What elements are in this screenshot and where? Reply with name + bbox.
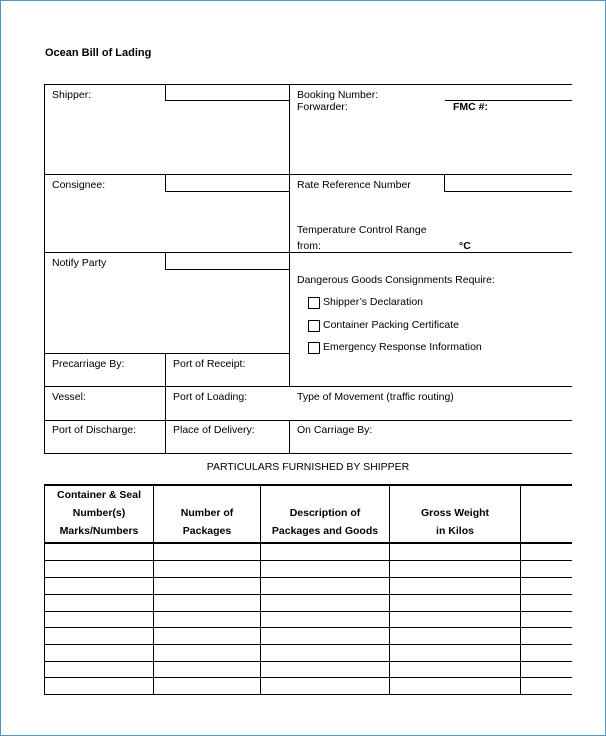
header-packages-line-2: Packages <box>182 525 232 537</box>
shippers-declaration-label: Shipper’s Declaration <box>323 296 424 308</box>
table-row <box>44 594 572 595</box>
header-weight-line-1: Gross Weight <box>420 507 490 519</box>
fmc-label: FMC #: <box>453 101 488 113</box>
form-left-border <box>44 84 45 454</box>
transport-col-divider <box>165 353 166 453</box>
table-header-gross-weight <box>390 504 520 540</box>
header-container-line-3: Marks/Numbers <box>59 525 139 537</box>
header-weight-line-2: in Kilos <box>436 525 474 537</box>
document-title: Ocean Bill of Lading <box>45 47 152 59</box>
place-of-delivery-label: Place of Delivery: <box>173 424 255 436</box>
row-divider-particulars <box>44 453 572 454</box>
container-packing-certificate-checkbox[interactable] <box>308 320 320 332</box>
row-divider-notify <box>44 252 572 253</box>
row-divider-vessel <box>44 386 572 387</box>
consignee-field-underline <box>165 191 289 192</box>
table-row <box>44 661 572 662</box>
table-bottom-border <box>44 694 572 695</box>
header-container-line-1: Container & Seal <box>56 489 142 501</box>
forwarder-label: Forwarder: <box>297 101 348 113</box>
table-row <box>44 677 572 678</box>
table-header-description <box>261 504 389 540</box>
table-header-border <box>44 542 572 544</box>
row-divider-precarriage <box>44 353 290 354</box>
dangerous-goods-label: Dangerous Goods Consignments Require: <box>297 274 495 286</box>
shippers-declaration-checkbox[interactable] <box>308 297 320 309</box>
header-description-line-1: Description of <box>289 507 361 519</box>
consignee-label: Consignee: <box>52 179 106 191</box>
header-description-line-2: Packages and Goods <box>271 525 379 537</box>
emergency-response-label: Emergency Response Information <box>323 341 482 353</box>
port-of-discharge-label: Port of Discharge: <box>52 424 137 436</box>
temperature-control-label: Temperature Control Range <box>297 224 427 236</box>
emergency-response-checkbox[interactable] <box>308 342 320 354</box>
table-row <box>44 577 572 578</box>
shipper-label: Shipper: <box>52 89 92 101</box>
table-col-divider-4 <box>520 484 521 694</box>
temperature-from-label: from: <box>297 240 321 252</box>
port-of-receipt-label: Port of Receipt: <box>173 358 246 370</box>
booking-number-label: Booking Number: <box>297 89 379 101</box>
rate-ref-field-divider <box>444 174 445 192</box>
form-top-border <box>44 84 572 85</box>
container-packing-certificate-label: Container Packing Certificate <box>323 319 459 331</box>
table-header-packages <box>154 504 260 540</box>
table-header-container <box>45 486 153 540</box>
discharge-col-divider <box>289 420 290 454</box>
form-center-divider <box>289 84 290 387</box>
vessel-label: Vessel: <box>52 391 86 403</box>
shipper-field-underline <box>165 100 289 101</box>
rate-reference-label: Rate Reference Number <box>297 179 411 191</box>
table-row <box>44 627 572 628</box>
table-row <box>44 644 572 645</box>
notify-field-divider <box>165 252 166 270</box>
shipper-field-divider <box>165 84 166 101</box>
on-carriage-by-label: On Carriage By: <box>297 424 373 436</box>
particulars-heading: PARTICULARS FURNISHED BY SHIPPER <box>206 461 410 473</box>
temperature-unit: °C <box>459 240 471 252</box>
notify-field-underline <box>165 269 289 270</box>
precarriage-label: Precarriage By: <box>52 358 125 370</box>
row-divider-consignee <box>44 174 572 175</box>
rate-ref-field-underline <box>444 191 572 192</box>
type-of-movement-label: Type of Movement (traffic routing) <box>297 391 454 403</box>
row-divider-discharge <box>44 420 572 421</box>
table-row <box>44 611 572 612</box>
header-container-line-2: Number(s) <box>72 507 126 519</box>
consignee-field-divider <box>165 174 166 192</box>
header-packages-line-1: Number of <box>180 507 234 519</box>
notify-party-label: Notify Party <box>52 257 107 269</box>
table-row <box>44 560 572 561</box>
port-of-loading-label: Port of Loading: <box>173 391 248 403</box>
